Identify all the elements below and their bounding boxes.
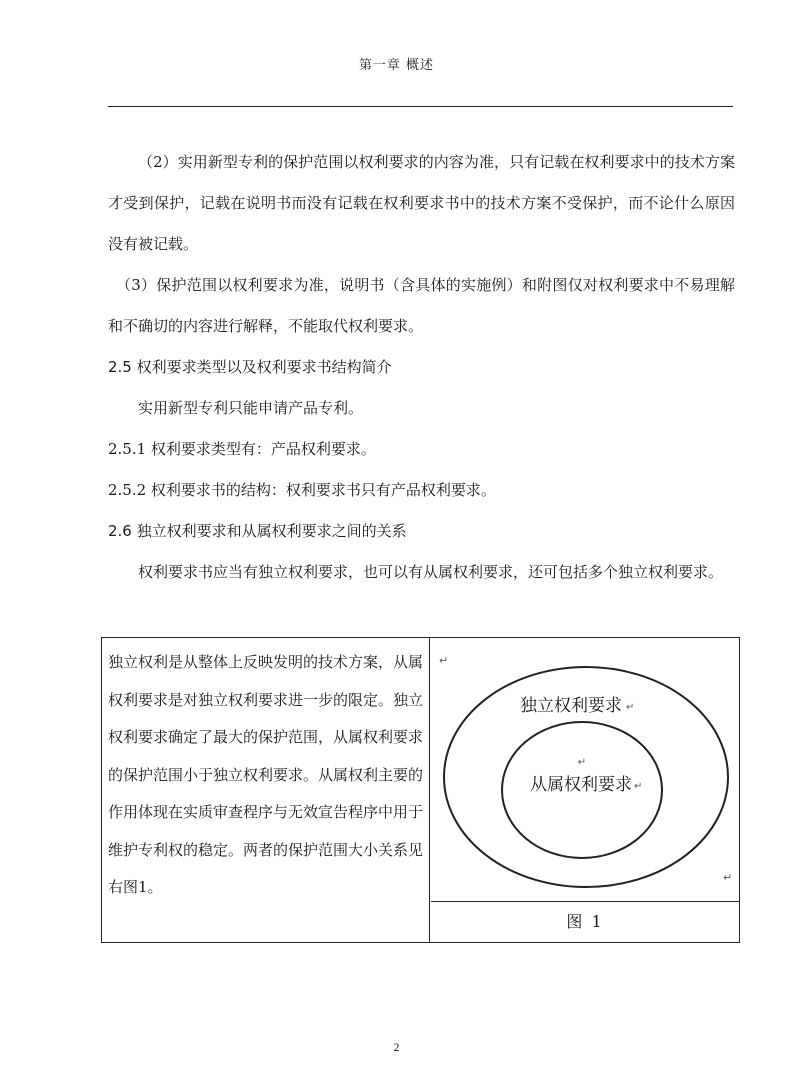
return-mark-outer: ↵ bbox=[626, 702, 635, 713]
figure-table bbox=[101, 637, 740, 943]
venn-diagram bbox=[431, 638, 739, 902]
paragraph-3: （3）保护范围以权利要求为准，说明书（含具体的实施例）和附图仅对权利要求中不易理解和不确切的内容进行解释，不能取代权利要求。 bbox=[108, 276, 735, 335]
paragraph-2-6: 权利要求书应当有独立权利要求，也可以有从属权利要求，还可包括多个独立权利要求。 bbox=[138, 563, 724, 581]
header-rule bbox=[108, 106, 733, 107]
paragraph-2-5-2: 2.5.2 权利要求书的结构：权利要求书只有产品权利要求。 bbox=[108, 481, 496, 499]
paragraph-2-5-1: 2.5.1 权利要求类型有：产品权利要求。 bbox=[108, 440, 376, 458]
paragraph-2: （2）实用新型专利的保护范围以权利要求的内容为准，只有记载在权利要求中的技术方案才受到保护，记载在说明书而没有记载在权利要求书中的技术方案不受保护，而不论什么原因没有被记载。 bbox=[108, 153, 735, 253]
figure-caption: 图 1 bbox=[566, 912, 604, 931]
return-mark-top: ↵ bbox=[439, 654, 449, 667]
inner-ellipse-label: 从属权利要求 bbox=[530, 775, 632, 795]
body-content bbox=[108, 142, 735, 593]
return-mark-bottom: ↵ bbox=[723, 871, 733, 884]
page-header: 第一章 概述 bbox=[358, 58, 435, 73]
return-mark-inner: ↵ bbox=[634, 781, 643, 792]
section-heading-2-6: 2.6 独立权利要求和从属权利要求之间的关系 bbox=[108, 522, 407, 540]
figure-description: 独立权利是从整体上反映发明的技术方案，从属权利要求是对独立权利要求进一步的限定。独立权利要求确定了最大的保护范围，从属权利要求的保护范围小于独立权利要求。从属权利主要的作用体现在实质审查程序与无效宣告程序中用于维护专利权的稳定。两者的保护范围大小关系见右图1。 bbox=[102, 638, 430, 942]
page-number: 2 bbox=[393, 1040, 400, 1054]
return-mark-center: ↵ bbox=[577, 757, 587, 768]
figure-cell bbox=[431, 638, 739, 902]
section-heading-2-5: 2.5 权利要求类型以及权利要求书结构简介 bbox=[108, 358, 392, 376]
paragraph-2-5: 实用新型专利只能申请产品专利。 bbox=[138, 399, 364, 417]
outer-ellipse-label: 独立权利要求 bbox=[520, 696, 622, 716]
